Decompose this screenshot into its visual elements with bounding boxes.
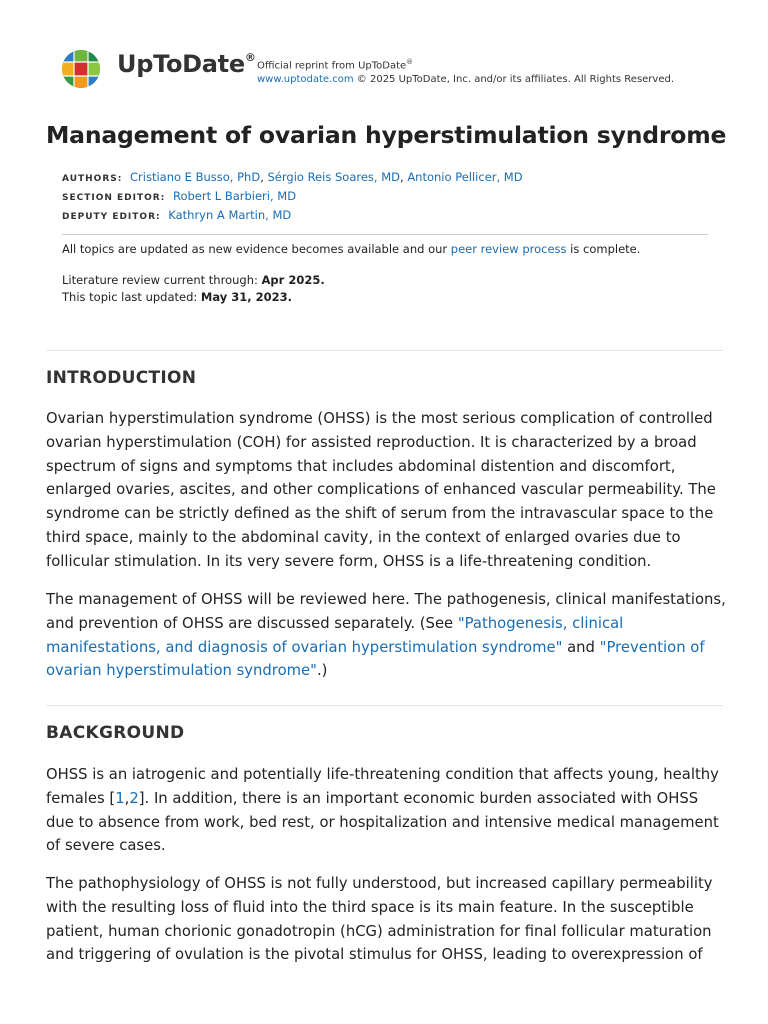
intro-paragraph: The management of OHSS will be reviewed here. The pathogenesis, clinical manifestations, and prevention of OHSS are discussed separately. (See "Pathogenesis, clinical manifestations, and diagnosis of ovarian hyperstimulation syndrome" and "Prevention of ovarian hyperstimulation syndrome".): [46, 591, 726, 680]
reference-link[interactable]: 2: [129, 789, 139, 807]
literature-review-date: Literature review current through: Apr 2025.: [62, 273, 325, 287]
background-paragraph: OHSS is an iatrogenic and potentially life-threatening condition that affects young, healthy females [1,2]. In addition, there is an important economic burden associated with OHSS due to absence from work, bed rest, or hospitalization and intensive medical management of severe cases.: [46, 766, 719, 855]
section-heading-background: BACKGROUND: [46, 723, 185, 743]
prevention-topic-link[interactable]: "Prevention of ovarian hyperstimulation syndrome": [46, 638, 705, 680]
author-link[interactable]: Sérgio Reis Soares, MD: [267, 170, 400, 184]
deputy-editor-link[interactable]: Kathryn A Martin, MD: [168, 208, 292, 222]
author-link[interactable]: Cristiano E Busso, PhD: [130, 170, 261, 184]
authors-label: AUTHORS:: [62, 174, 123, 184]
section-editor-link[interactable]: Robert L Barbieri, MD: [172, 189, 297, 203]
reference-link[interactable]: 1: [115, 789, 125, 807]
authors-row: AUTHORS: Cristiano E Busso, PhD, Sérgio Reis Soares, MD, Antonio Pellicer, MD: [62, 170, 523, 184]
topic-dates: [62, 272, 325, 306]
pathogenesis-topic-link[interactable]: "Pathogenesis, clinical manifestations, and diagnosis of ovarian hyperstimulation syndrome": [46, 614, 624, 656]
reprint-notice: Official reprint from UpToDate® www.uptodate.com © 2025 UpToDate, Inc. and/or its affiliates. All Rights Reserved.: [257, 58, 675, 86]
peer-review-link[interactable]: peer review process: [450, 242, 567, 256]
page-title: Management of ovarian hyperstimulation syndrome: [46, 121, 727, 149]
section-heading-introduction: INTRODUCTION: [46, 368, 197, 388]
section-editor-label: SECTION EDITOR:: [62, 193, 166, 203]
last-updated-date: This topic last updated: May 31, 2023.: [62, 290, 293, 304]
deputy-editor-label: DEPUTY EDITOR:: [62, 212, 161, 222]
author-link[interactable]: Antonio Pellicer, MD: [407, 170, 523, 184]
divider: [62, 234, 708, 235]
section-editor-row: [62, 188, 523, 207]
section-divider: [46, 705, 723, 706]
reprint-header: [60, 48, 720, 92]
section-divider: [46, 350, 723, 351]
update-notice: All topics are updated as new evidence becomes available and our peer review process is complete.: [62, 242, 641, 256]
brand-name: UpToDate®: [117, 50, 256, 78]
site-link[interactable]: www.uptodate.com: [257, 74, 354, 86]
uptodate-logo-icon: [60, 48, 102, 90]
byline: [62, 169, 523, 226]
intro-paragraph: Ovarian hyperstimulation syndrome (OHSS) is the most serious complication of controlled ovarian hyperstimulation (COH) for assisted reproduction. It is characterized by a broad spectrum of signs and symptoms that includes abdominal distention and discomfort, enlarged ovaries, ascites, and other complications of enhanced vascular permeability. The syndrome can be strictly defined as the shift of serum from the intravascular space to the third space, mainly to the abdominal cavity, in the context of enlarged ovaries due to follicular stimulation. In its very severe form, OHSS is a life-threatening condition.: [46, 410, 716, 570]
background-paragraph: The pathophysiology of OHSS is not fully understood, but increased capillary permeability with the resulting loss of fluid into the third space is its main feature. In the susceptible patient, human chorionic gonadotropin (hCG) administration for final follicular maturation and triggering of ovulation is the pivotal stimulus for OHSS, leading to overexpression of: [46, 875, 713, 964]
deputy-editor-row: [62, 207, 523, 226]
